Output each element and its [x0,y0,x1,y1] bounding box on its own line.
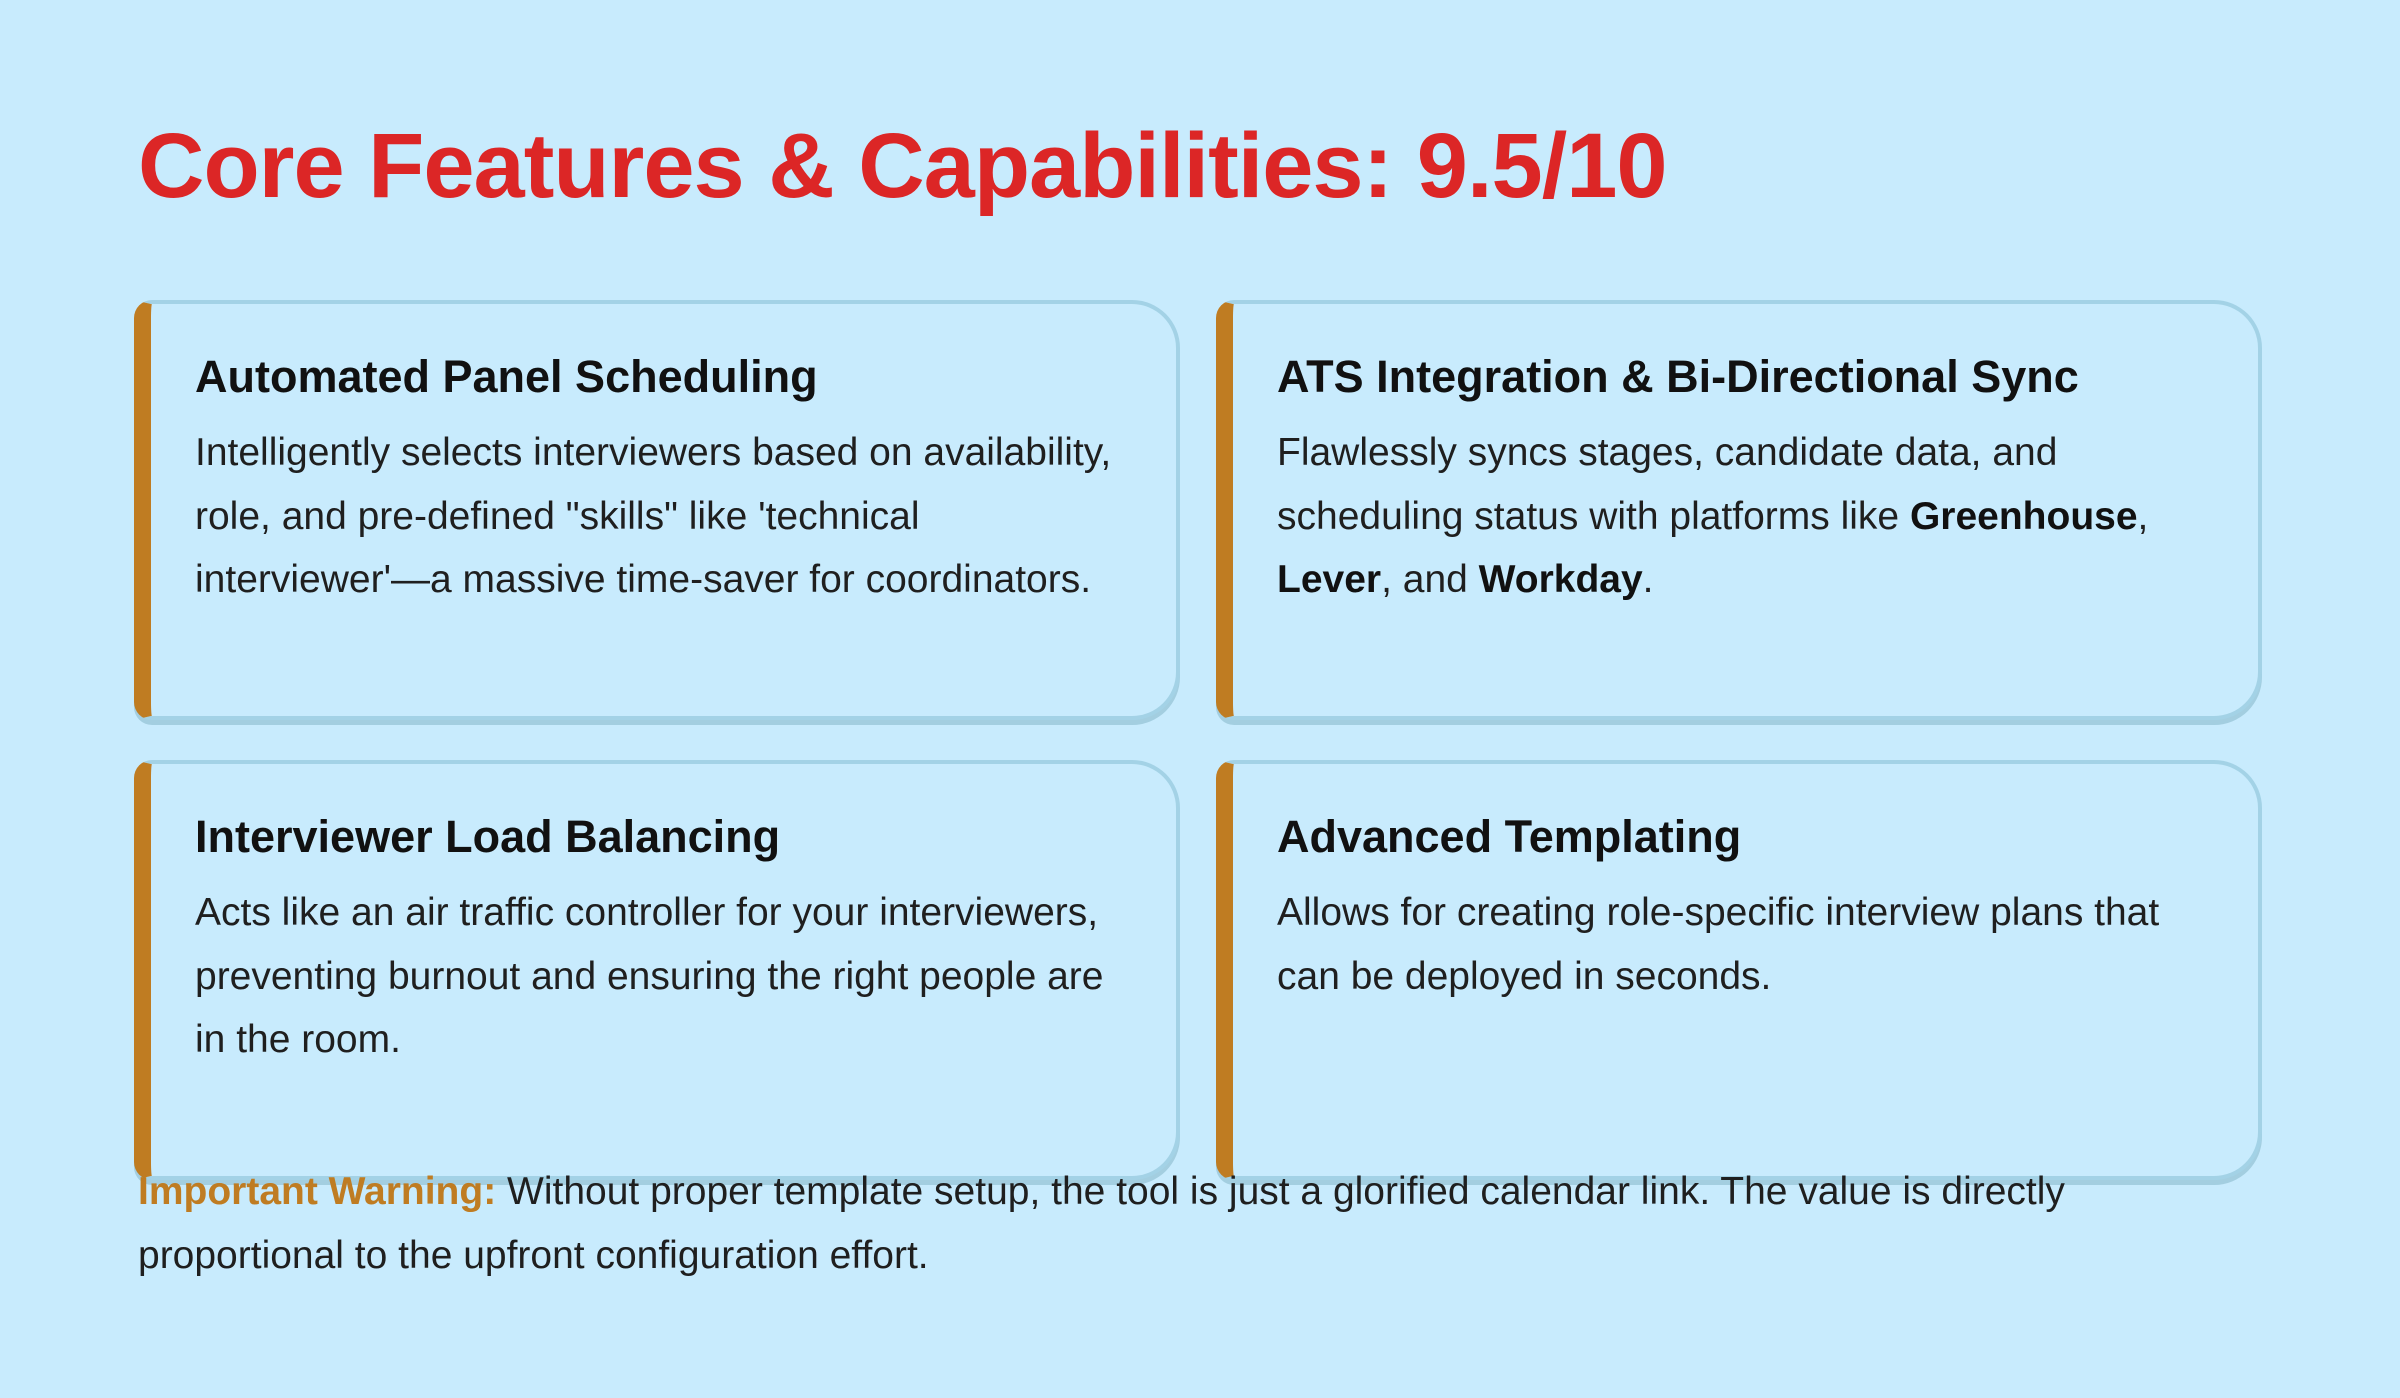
feature-card-ats-integration [1216,300,2262,720]
important-warning [138,1160,2268,1288]
warning-label: Important Warning: [138,1170,497,1213]
page-title: Core Features & Capabilities: 9.5/10 [138,115,1667,217]
card-description: Intelligently selects interviewers based on availability, role, and pre-defined "skills" like 'technical interviewer'—a massive time-saver for coordinators. [195,431,1112,601]
card-title: Automated Panel Scheduling [195,351,818,402]
card-description-text: Flawlessly syncs stages, candidate data, and scheduling status with platforms like [1277,431,2058,538]
platform-name-lever: Lever [1277,558,1382,601]
feature-card-advanced-templating [1216,760,2262,1180]
platform-name-workday: Workday [1478,558,1643,601]
card-description-text: , and [1381,558,1479,601]
card-description: Acts like an air traffic controller for your interviewers, preventing burnout and ensuring the right people are in the room. [195,891,1104,1061]
card-description: Allows for creating role-specific interview plans that can be deployed in seconds. [1277,891,2160,998]
warning-text: Without proper template setup, the tool is just a glorified calendar link. The value is directly proportional to the upfront configuration effort. [138,1170,2065,1277]
card-title: Advanced Templating [1277,811,1742,862]
card-title: Interviewer Load Balancing [195,811,781,862]
feature-card-interviewer-load-balancing [134,760,1180,1180]
card-description [1277,421,2218,612]
card-title: ATS Integration & Bi-Directional Sync [1277,351,2079,402]
card-description-text: . [1642,558,1654,601]
feature-card-automated-panel-scheduling [134,300,1180,720]
card-description-text: , [2137,494,2149,538]
platform-name-greenhouse: Greenhouse [1909,494,2138,538]
